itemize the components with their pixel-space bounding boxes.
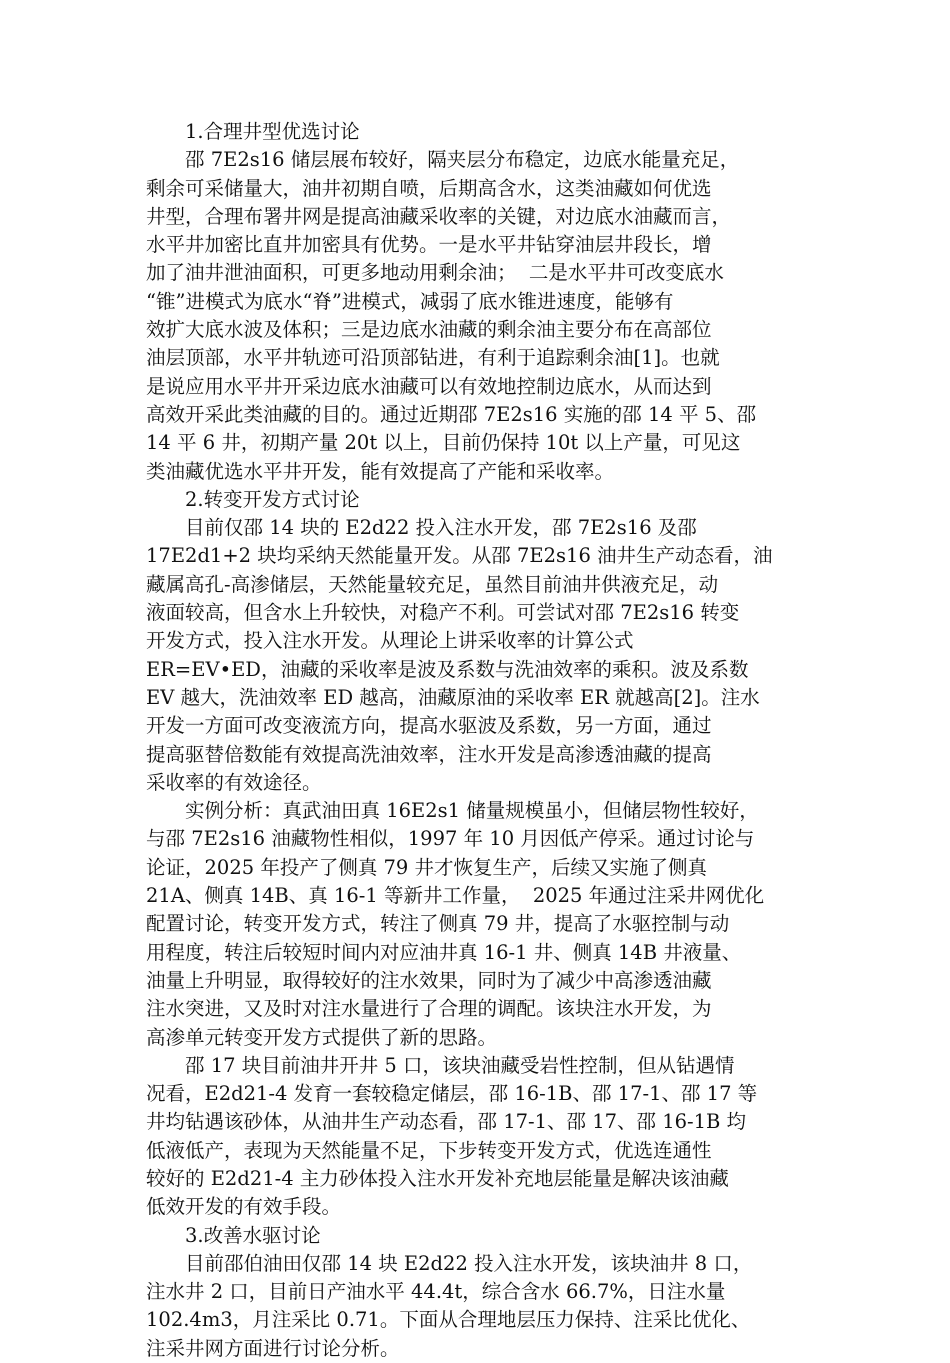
text-line: 高渗单元转变开发方式提供了新的思路。 xyxy=(146,1025,498,1049)
text-line: 高效开采此类油藏的目的。通过近期邵 7E2s16 实施的邵 14 平 5、邵 xyxy=(146,402,757,426)
text-line: 邵 17 块目前油井开井 5 口，该块油藏受岩性控制，但从钻遇情 xyxy=(185,1053,735,1077)
text-line: 目前仅邵 14 块的 E2d22 投入注水开发，邵 7E2s16 及邵 xyxy=(185,516,697,540)
text-line: 效扩大底水波及体积；三是边底水油藏的剩余油主要分布在高部位 xyxy=(146,318,712,342)
text-line: 类油藏优选水平井开发，能有效提高了产能和采收率。 xyxy=(146,459,615,483)
text-line: 注采井网方面进行讨论分析。 xyxy=(146,1336,400,1360)
text-line: 邵 7E2s16 储层展布较好，隔夹层分布稳定，边底水能量充足， xyxy=(185,148,740,172)
text-line: 配置讨论，转变开发方式，转注了侧真 79 井，提高了水驱控制与动 xyxy=(146,912,730,936)
text-line: 14 平 6 井，初期产量 20t 以上，目前仍保持 10t 以上产量，可见这 xyxy=(146,431,741,455)
text-line: 102.4m3，月注采比 0.71。下面从合理地层压力保持、注采比优化、 xyxy=(146,1308,751,1332)
text-line: 实例分析：真武油田真 16E2s1 储量规模虽小，但储层物性较好， xyxy=(185,799,759,823)
text-line: 采收率的有效途径。 xyxy=(146,770,322,794)
text-line: 3.改善水驱讨论 xyxy=(185,1223,321,1247)
text-line: 17E2d1+2 块均采纳天然能量开发。从邵 7E2s16 油井生产动态看，油 xyxy=(146,544,773,568)
text-line: 液面较高，但含水上升较快，对稳产不利。可尝试对邵 7E2s16 转变 xyxy=(146,601,740,625)
text-line: 油量上升明显，取得较好的注水效果，同时为了减少中高渗透油藏 xyxy=(146,968,712,992)
text-line: 注水突进，又及时对注水量进行了合理的调配。该块注水开发，为 xyxy=(146,997,712,1021)
text-line: 况看，E2d21-4 发育一套较稳定储层，邵 16-1B、邵 17-1、邵 17 等 xyxy=(146,1082,758,1106)
text-line: 较好的 E2d21-4 主力砂体投入注水开发补充地层能量是解决该油藏 xyxy=(146,1166,729,1190)
text-line: 剩余可采储量大，油井初期自喷，后期高含水，这类油藏如何优选 xyxy=(146,176,712,200)
text-line: 提高驱替倍数能有效提高洗油效率，注水开发是高渗透油藏的提高 xyxy=(146,742,712,766)
document-body xyxy=(146,118,816,1363)
text-line: 论证，2025 年投产了侧真 79 井才恢复生产，后续又实施了侧真 xyxy=(146,855,708,879)
text-line: 水平井加密比直井加密具有优势。一是水平井钻穿油层井段长，增 xyxy=(146,233,712,257)
text-line: 21A、侧真 14B、真 16-1 等新井工作量， 2025 年通过注采井网优化 xyxy=(146,884,765,908)
text-line: 开发方式，投入注水开发。从理论上讲采收率的计算公式 xyxy=(146,629,634,653)
text-line: 加了油井泄油面积，可更多地动用剩余油； 二是水平井可改变底水 xyxy=(146,261,724,285)
text-line: 2.转变开发方式讨论 xyxy=(185,487,360,511)
text-line: “锥”进模式为底水“脊”进模式，减弱了底水锥进速度，能够有 xyxy=(146,289,674,313)
text-line: 用程度，转注后较短时间内对应油井真 16-1 井、侧真 14B 井液量、 xyxy=(146,940,742,964)
text-line: 低效开发的有效手段。 xyxy=(146,1195,342,1219)
text-line: 开发一方面可改变液流方向，提高水驱波及系数，另一方面，通过 xyxy=(146,714,712,738)
text-line: 藏属高孔-高渗储层，天然能量较充足，虽然目前油井供液充足，动 xyxy=(146,572,719,596)
text-line: 低液低产，表现为天然能量不足，下步转变开发方式，优选连通性 xyxy=(146,1138,712,1162)
text-line: ER=EV•ED，油藏的采收率是波及系数与洗油效率的乘积。波及系数 xyxy=(146,657,749,681)
text-line: 1.合理井型优选讨论 xyxy=(185,120,360,143)
text-line: 井均钻遇该砂体，从油井生产动态看，邵 17-1、邵 17、邵 16-1B 均 xyxy=(146,1110,747,1134)
text-line: 注水井 2 口，目前日产油水平 44.4t，综合含水 66.7%，日注水量 xyxy=(146,1280,726,1304)
text-line: 目前邵伯油田仅邵 14 块 E2d22 投入注水开发，该块油井 8 口， xyxy=(185,1251,753,1275)
text-line: 油层顶部，水平井轨迹可沿顶部钻进，有利于追踪剩余油[1]。也就 xyxy=(146,346,720,370)
text-line: 井型，合理布署井网是提高油藏采收率的关键，对边底水油藏而言， xyxy=(146,204,732,228)
text-line: 是说应用水平井开采边底水油藏可以有效地控制边底水，从而达到 xyxy=(146,374,712,398)
text-line: EV 越大，洗油效率 ED 越高，油藏原油的采收率 ER 就越高[2]。注水 xyxy=(146,685,760,709)
text-line: 与邵 7E2s16 油藏物性相似，1997 年 10 月因低产停采。通过讨论与 xyxy=(146,827,755,851)
